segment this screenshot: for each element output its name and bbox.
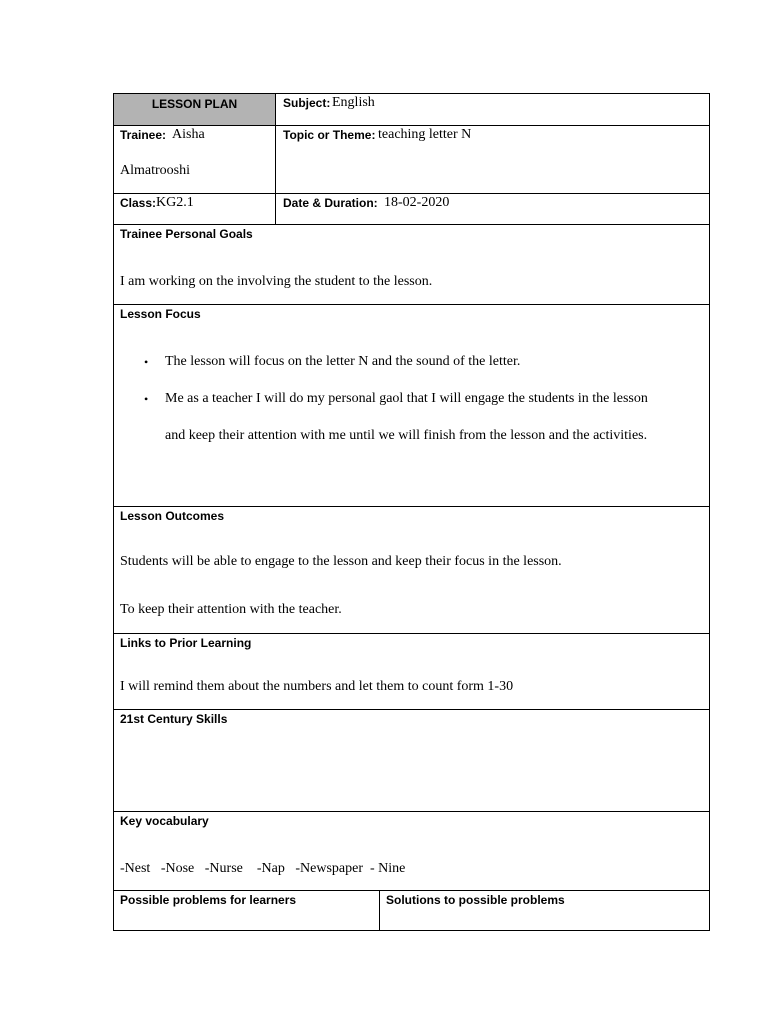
lesson-focus-label: Lesson Focus bbox=[120, 307, 201, 321]
problems-cell bbox=[113, 890, 380, 931]
lesson-plan-header-cell bbox=[113, 93, 276, 126]
bullet-icon: • bbox=[144, 355, 149, 369]
personal-goals-text: I am working on the involving the student to the lesson. bbox=[120, 274, 433, 289]
lesson-outcomes-line1: Students will be able to engage to the lesson and keep their focus in the lesson. bbox=[120, 554, 562, 569]
class-label: Class: bbox=[120, 196, 157, 210]
lesson-focus-bullet1: The lesson will focus on the letter N and the sound of the letter. bbox=[165, 354, 521, 369]
trainee-value-line2: Almatrooshi bbox=[120, 163, 190, 178]
subject-cell bbox=[275, 93, 710, 126]
date-duration-value: 18-02-2020 bbox=[384, 195, 450, 210]
key-vocabulary-label: Key vocabulary bbox=[120, 814, 209, 828]
bullet-icon: • bbox=[144, 392, 149, 406]
lesson-focus-cell bbox=[113, 304, 710, 507]
lesson-outcomes-cell bbox=[113, 506, 710, 634]
trainee-value-line1: Aisha bbox=[172, 127, 205, 142]
personal-goals-label: Trainee Personal Goals bbox=[120, 227, 253, 241]
class-cell bbox=[113, 193, 276, 225]
solutions-label: Solutions to possible problems bbox=[386, 893, 565, 907]
prior-learning-text: I will remind them about the numbers and let them to count form 1-30 bbox=[120, 679, 514, 694]
lesson-plan-label: LESSON PLAN bbox=[151, 97, 238, 111]
personal-goals-cell bbox=[113, 224, 710, 305]
key-vocabulary-cell bbox=[113, 811, 710, 891]
solutions-cell bbox=[379, 890, 710, 931]
prior-learning-cell bbox=[113, 633, 710, 710]
prior-learning-label: Links to Prior Learning bbox=[120, 636, 252, 650]
topic-label: Topic or Theme: bbox=[283, 128, 376, 142]
lesson-outcomes-label: Lesson Outcomes bbox=[120, 509, 225, 523]
topic-cell bbox=[275, 125, 710, 194]
topic-value: teaching letter N bbox=[378, 127, 472, 142]
century-skills-cell bbox=[113, 709, 710, 812]
lesson-focus-bullet2-line2: and keep their attention with me until we will finish from the lesson and the activities. bbox=[165, 428, 648, 443]
subject-value: English bbox=[332, 95, 375, 110]
date-duration-cell bbox=[275, 193, 710, 225]
class-value: KG2.1 bbox=[156, 195, 194, 210]
date-duration-label: Date & Duration: bbox=[283, 196, 378, 210]
problems-label: Possible problems for learners bbox=[120, 893, 297, 907]
trainee-cell bbox=[113, 125, 276, 194]
key-vocabulary-text: -Nest -Nose -Nurse -Nap -Newspaper - Nine bbox=[120, 861, 406, 876]
century-skills-label: 21st Century Skills bbox=[120, 712, 228, 726]
lesson-focus-bullet2-line1: Me as a teacher I will do my personal gaol that I will engage the students in the lesson bbox=[165, 391, 648, 406]
trainee-label: Trainee: bbox=[120, 128, 167, 142]
lesson-outcomes-line2: To keep their attention with the teacher. bbox=[120, 602, 342, 617]
subject-label: Subject: bbox=[283, 96, 331, 110]
